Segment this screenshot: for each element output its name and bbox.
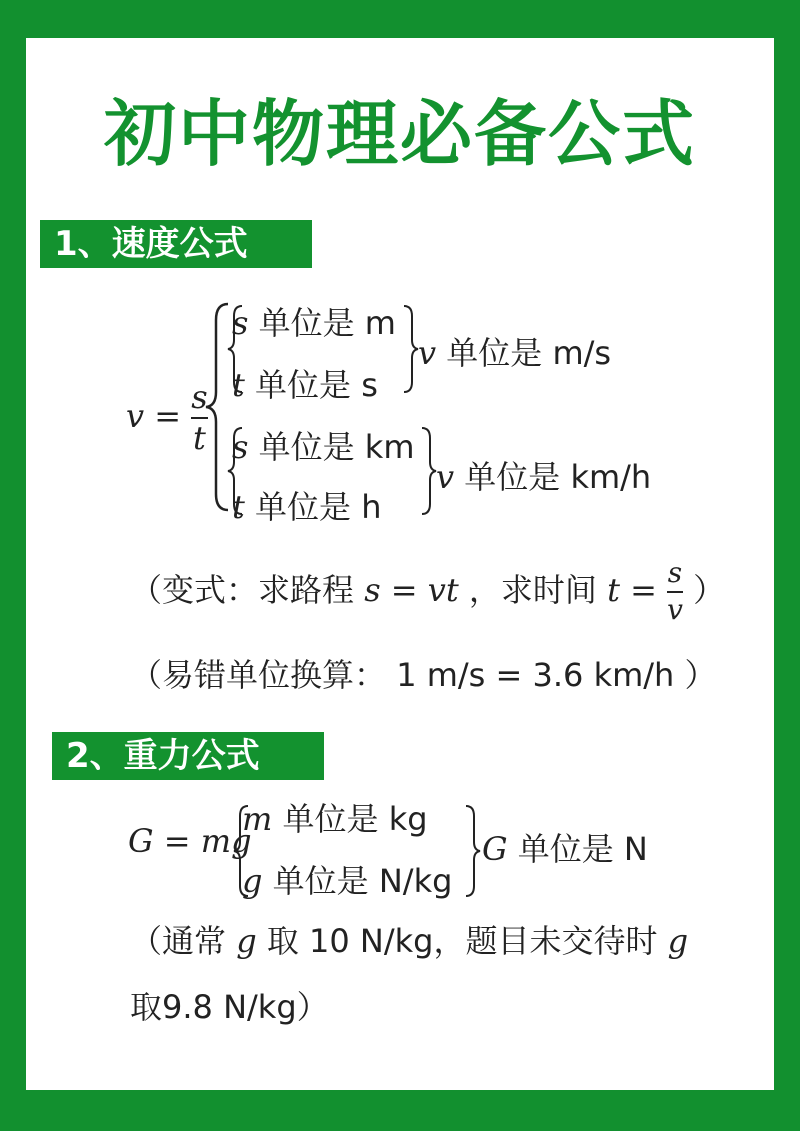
unit-label: 单位是 (464, 458, 561, 496)
gravity-row2 (242, 856, 452, 902)
unit-label: 单位是 (255, 488, 352, 526)
page-title: 初中物理必备公式 (103, 92, 696, 176)
gravity-result (482, 824, 648, 870)
conversion-open: （易错单位换算： (130, 656, 387, 694)
distance-expr: s = vt (364, 570, 459, 609)
variant-mid: ，求时间 (468, 570, 597, 609)
group1-result (418, 328, 611, 374)
var-s: s (232, 304, 249, 342)
note-open: （通常 (130, 922, 227, 960)
gravity-note-line2 (130, 982, 329, 1028)
group1-row2 (232, 360, 378, 406)
unit-label: 单位是 (272, 862, 369, 900)
unit-n-per-kg: N/kg (378, 862, 453, 900)
var-t: t (232, 488, 245, 526)
group2-row1 (232, 422, 414, 468)
unit-kg: kg (388, 800, 428, 838)
speed-conversion-note (130, 650, 717, 696)
section-2-label: 2、重力公式 (52, 732, 324, 780)
unit-label: 单位是 (258, 304, 355, 342)
unit-label: 单位是 (446, 334, 543, 372)
var-v: v (418, 334, 437, 372)
unit-label: 单位是 (517, 830, 614, 868)
fraction-denominator: t (193, 419, 206, 458)
unit-label: 单位是 (255, 366, 352, 404)
variant-open: （变式：求路程 (130, 570, 355, 609)
unit-label: 单位是 (258, 428, 355, 466)
unit-s: s (361, 366, 378, 404)
speed-lhs: v = (126, 397, 182, 436)
gravity-lhs: G = mg (128, 822, 252, 860)
var-t: t (232, 366, 245, 404)
conversion-expr: 1 m/s = 3.6 km/h (396, 656, 675, 694)
speed-variant-note (130, 558, 725, 626)
group2-row2 (232, 482, 382, 528)
variant-close: ） (693, 570, 726, 609)
time-fraction (667, 558, 683, 626)
note-mid: 取 10 N/kg，题目未交待时 (266, 922, 658, 960)
time-numerator: s (667, 556, 683, 589)
group2-result (436, 452, 651, 498)
note-close: 取9.8 N/kg） (130, 988, 329, 1026)
unit-h: h (361, 488, 382, 526)
group1-row1 (232, 298, 396, 344)
var-s: s (232, 428, 249, 466)
var-v: v (436, 458, 455, 496)
unit-m: m (364, 304, 396, 342)
unit-km: km (364, 428, 415, 466)
time-lhs: t = (607, 570, 657, 609)
group2-right-brace (418, 426, 438, 516)
conversion-close: ） (684, 656, 717, 694)
gravity-note-line1 (130, 916, 688, 962)
var-g: g (236, 922, 257, 960)
group1-right-brace (400, 304, 420, 394)
formula-card (26, 38, 774, 1090)
time-denominator: v (667, 592, 683, 626)
gravity-row1 (242, 794, 428, 840)
var-g: g (667, 922, 689, 960)
speed-formula-lhs (126, 380, 208, 456)
unit-label: 单位是 (282, 800, 379, 838)
unit-m-per-s: m/s (552, 334, 612, 372)
var-m: m (242, 800, 273, 838)
unit-n: N (623, 830, 648, 868)
gravity-right-brace (462, 804, 482, 898)
section-1-label: 1、速度公式 (40, 220, 312, 268)
fraction-numerator: s (191, 378, 208, 416)
unit-km-per-h: km/h (570, 458, 652, 496)
var-g: g (242, 862, 263, 900)
var-G: G (482, 830, 508, 868)
